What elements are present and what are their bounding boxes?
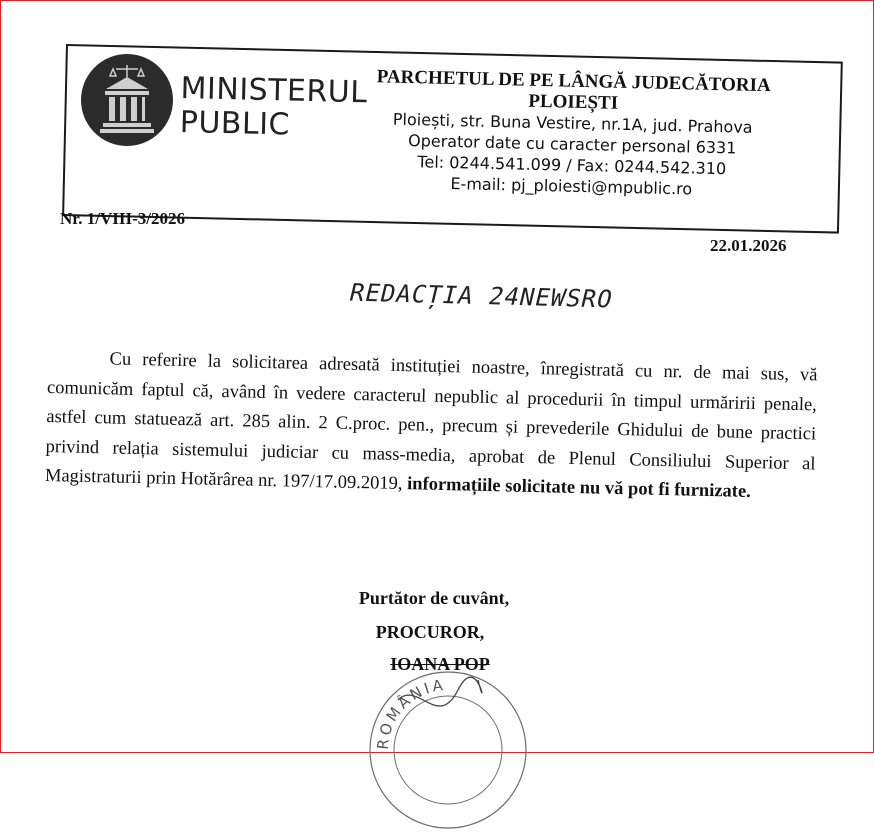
- handwritten-addressee: REDACȚIA 24NEWSRO: [346, 278, 616, 314]
- ministry-logo: [80, 53, 174, 147]
- svg-text:ROMÂNIA: [374, 676, 447, 751]
- signature-name: IOANA POP: [390, 654, 490, 674]
- body-conclusion: informațiile solicitate nu vă pot fi furnizate.: [406, 474, 752, 502]
- signature-role: Purtător de cuvânt,: [358, 588, 510, 608]
- contact-phone: Tel: 0244.541.099 / Fax: 0244.542.310: [417, 152, 727, 179]
- signature-title: PROCUROR,: [375, 622, 485, 642]
- letter-body: [45, 344, 818, 509]
- ministry-line1: MINISTERUL: [180, 71, 368, 111]
- registration-number: Nr. 1/VIII-3/2026: [60, 209, 185, 228]
- contact-email: E-mail: pj_ploiesti@mpublic.ro: [450, 173, 693, 199]
- stamp-text: ROMÂNIA: [373, 675, 447, 751]
- institution-address: Ploiești, str. Buna Vestire, nr.1A, jud. Prahova: [392, 109, 753, 137]
- data-operator: Operator date cu caracter personal 6331: [407, 131, 737, 158]
- ministry-line2: PUBLIC: [179, 104, 291, 143]
- body-text: Cu referire la solicitarea adresată instituției noastre, înregistrată cu nr. de mai sus, vă comunicăm faptul că, având în vedere caracterul nepublic al procedurii în timpul urmăririi penale, astfel cum statuează art. 285 alin. 2 C.proc. pen., precum și prevederile Ghidului de bune practici privind relația sistemului judiciar cu mass-media, aprobat de Plenul Consiliului Superior al Magistraturii prin Hotărârea nr. 197/17.09.2019,: [44, 349, 818, 495]
- institution-city: PLOIEȘTI: [528, 90, 619, 114]
- institution-name: PARCHETUL DE PE LÂNGĂ JUDECĂTORIA: [376, 66, 771, 97]
- ministry-name: [179, 72, 367, 144]
- official-stamp: [358, 660, 538, 840]
- letterhead-text: [361, 66, 784, 201]
- document-date: 22.01.2026: [710, 236, 787, 255]
